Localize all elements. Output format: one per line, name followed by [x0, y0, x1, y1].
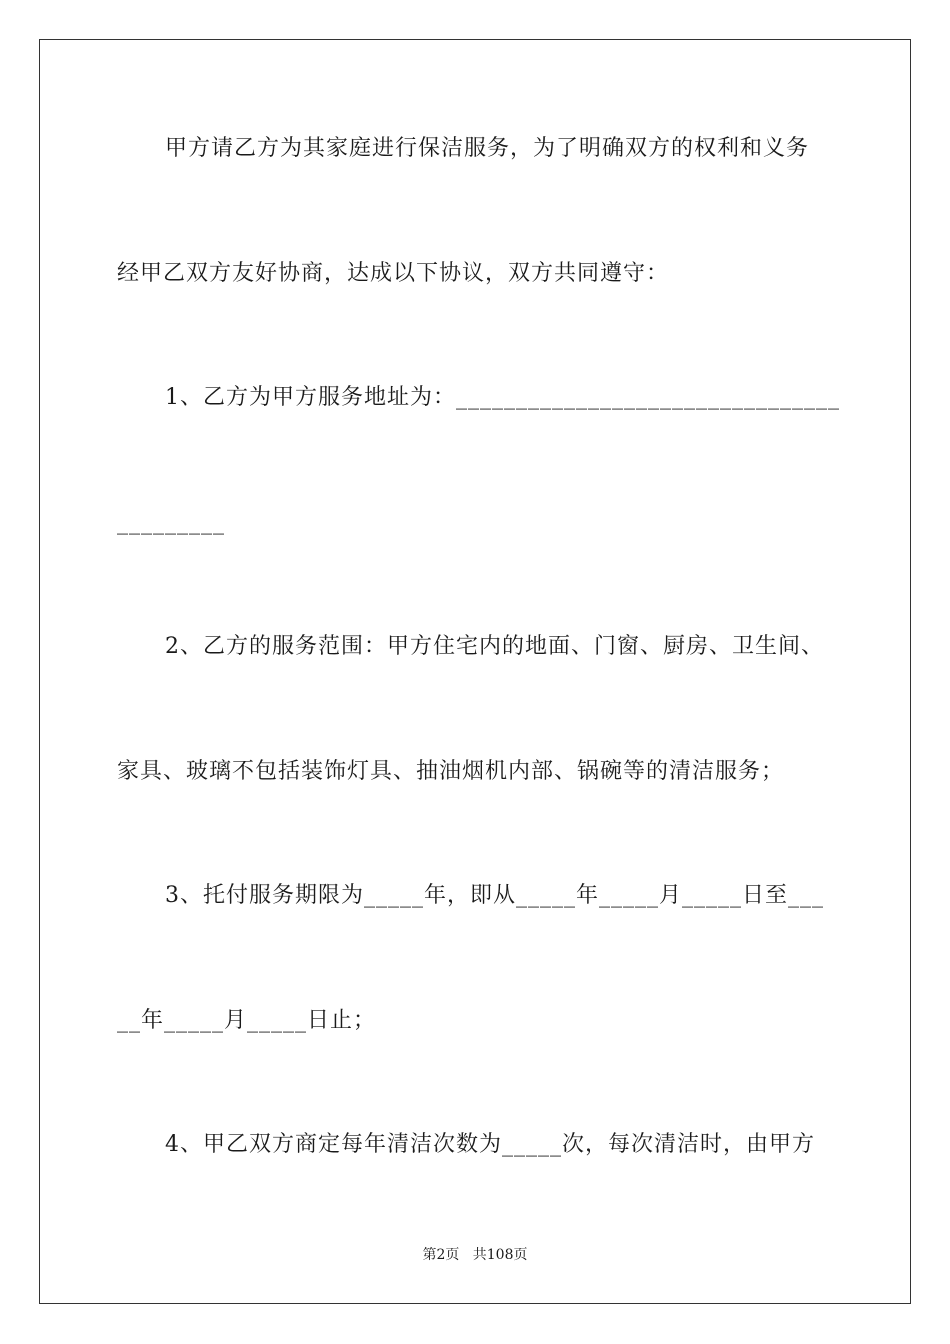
page-number-footer: 第2页 共108页 — [422, 1247, 528, 1263]
clause-3-line-1: 3、托付服务期限为_____年，即从_____年_____月_____日至___ — [165, 883, 824, 908]
paragraph-line-2: 经甲乙双方友好协商，达成以下协议，双方共同遵守： — [117, 261, 670, 286]
clause-1-line-1: 1、乙方为甲方服务地址为：________________________________ — [165, 385, 840, 410]
clause-3-line-2: __年_____月_____日止； — [117, 1008, 377, 1033]
clause-1-line-2: _________ — [117, 510, 225, 535]
page-border — [39, 39, 911, 1304]
clause-2-line-1: 2、乙方的服务范围：甲方住宅内的地面、门窗、厨房、卫生间、 — [165, 634, 824, 659]
clause-2-line-2: 家具、玻璃不包括装饰灯具、抽油烟机内部、锅碗等的清洁服务； — [117, 759, 785, 784]
clause-4-line-1: 4、甲乙双方商定每年清洁次数为_____次，每次清洁时，由甲方 — [165, 1132, 815, 1157]
paragraph-line-1: 甲方请乙方为其家庭进行保洁服务，为了明确双方的权利和义务 — [165, 136, 810, 161]
